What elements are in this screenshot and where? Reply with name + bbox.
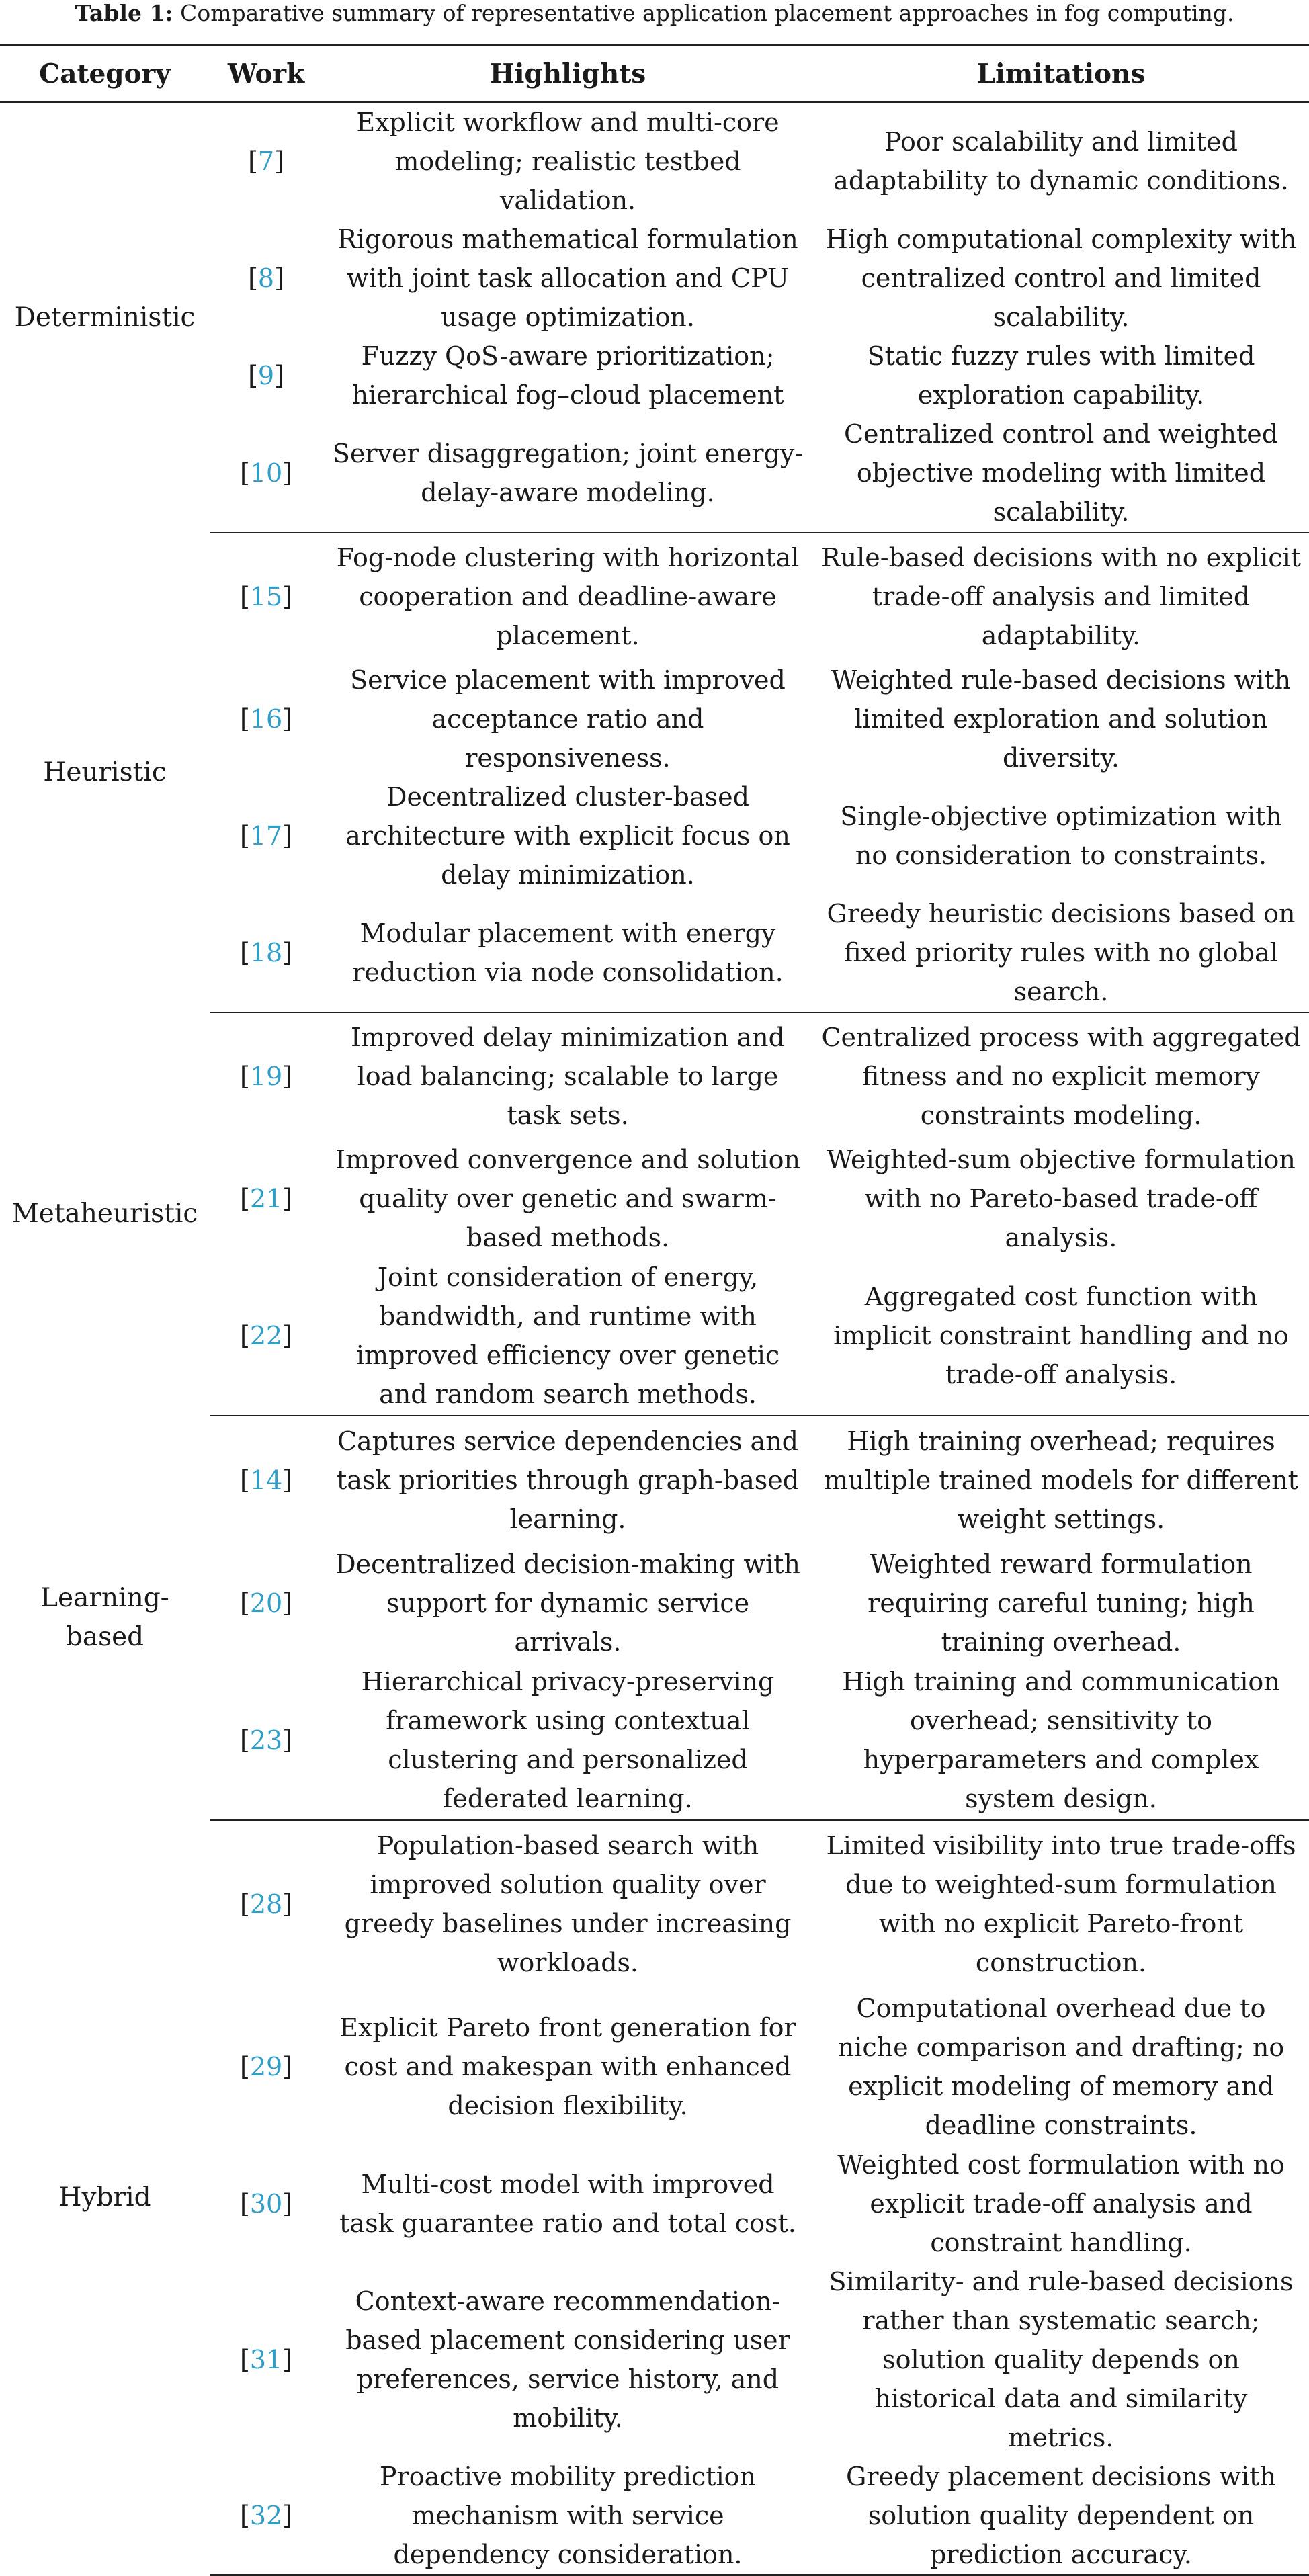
limitations-cell: Weighted reward formulation requiring careful tuning; high training overhead. (868, 1549, 1255, 1657)
work-ref[interactable]: [32] (210, 2457, 323, 2575)
category-cell: Deterministic (14, 302, 196, 333)
highlights-cell: Fog-node clustering with horizontal cooperation and deadline-aware placement. (336, 543, 800, 650)
limitations-cell: Weighted-sum objective formulation with no Pareto-based trade-off analysis. (827, 1144, 1296, 1252)
highlights-cell: Modular placement with energy reduction via node consolidation. (323, 894, 813, 1013)
work-ref[interactable]: [30] (239, 2188, 292, 2219)
work-ref[interactable]: [19] (239, 1062, 292, 1091)
highlights-cell: Multi-cost model with improved task guarantee ratio and total cost. (339, 2169, 796, 2238)
highlights-cell: Proactive mobility prediction mechanism with service dependency consideration. (323, 2457, 813, 2575)
work-ref[interactable]: [16] (239, 703, 292, 734)
work-ref[interactable]: [21] (239, 1183, 292, 1213)
work-ref[interactable]: [10] (210, 415, 323, 533)
work-ref[interactable]: [8] (248, 263, 284, 293)
limitations-cell: Static fuzzy rules with limited exploration capability. (867, 341, 1255, 410)
header-category: Category (0, 46, 210, 102)
summary-table (0, 44, 1309, 2576)
limitations-cell: Centralized process with aggregated fitness and no explicit memory constraints modeling. (821, 1023, 1301, 1130)
highlights-cell: Decentralized decision-making with support for dynamic service arrivals. (335, 1549, 800, 1657)
limitations-cell: Weighted rule-based decisions with limited exploration and solution diversity. (831, 664, 1292, 773)
limitations-cell: Single-objective optimization with no consideration to constraints. (840, 801, 1282, 870)
highlights-cell: Joint consideration of energy, bandwidth, and runtime with improved efficiency over genetic and random search methods. (323, 1257, 813, 1416)
work-ref[interactable]: [14] (239, 1465, 292, 1495)
highlights-cell: Server disaggregation; joint energy-delay-aware modeling. (323, 415, 813, 533)
limitations-cell: High training and communication overhead; sensitivity to hyperparameters and complex system design. (813, 1662, 1309, 1820)
limitations-cell: Aggregated cost function with implicit constraint handling and no trade-off analysis. (813, 1257, 1309, 1416)
work-ref[interactable]: [22] (210, 1257, 323, 1416)
table-row (0, 1416, 1309, 1545)
table-row (0, 102, 1309, 220)
caption-text: Comparative summary of representative application placement approaches in fog computing. (173, 0, 1234, 26)
highlights-cell: Fuzzy QoS-aware prioritization; hierarchical fog–cloud placement (351, 341, 784, 410)
category-cell: Heuristic (43, 757, 167, 787)
highlights-cell: Captures service dependencies and task priorities through graph-based learning. (336, 1426, 800, 1534)
highlights-cell: Hierarchical privacy-preserving framework using contextual clustering and personalized federated learning. (323, 1662, 813, 1820)
highlights-cell: Rigorous mathematical formulation with joint task allocation and CPU usage optimization. (337, 224, 798, 332)
work-ref[interactable]: [17] (239, 820, 292, 851)
work-ref[interactable]: [23] (210, 1662, 323, 1820)
work-ref[interactable]: [9] (248, 360, 284, 390)
work-ref[interactable]: [29] (239, 2051, 292, 2081)
highlights-cell: Improved convergence and solution quality over genetic and swarm-based methods. (335, 1144, 800, 1252)
limitations-cell: Rule-based decisions with no explicit trade-off analysis and limited adaptability. (821, 543, 1301, 650)
highlights-cell: Service placement with improved acceptance ratio and responsiveness. (350, 664, 786, 773)
category-cell: Learning-based (40, 1582, 169, 1652)
limitations-cell: Greedy heuristic decisions based on fixed priority rules with no global search. (813, 894, 1309, 1013)
category-cell: Metaheuristic (11, 1198, 198, 1229)
header-work: Work (210, 46, 323, 102)
work-ref[interactable]: [18] (210, 894, 323, 1013)
header-highlights: Highlights (323, 46, 813, 102)
limitations-cell: Computational overhead due to niche comparison and drafting; no explicit modeling of memory and deadline constraints. (837, 1993, 1285, 2140)
highlights-cell: Context-aware recommendation-based placement considering user preferences, service history, and mobility. (345, 2286, 790, 2433)
work-ref[interactable]: [15] (239, 582, 292, 611)
table-caption (0, 0, 1309, 36)
work-ref[interactable]: [7] (248, 146, 284, 176)
table-row (0, 533, 1309, 660)
work-ref[interactable]: [31] (239, 2344, 292, 2374)
header-limitations: Limitations (813, 46, 1309, 102)
table-row (0, 1820, 1309, 1988)
category-cell: Hybrid (58, 2182, 151, 2213)
highlights-cell: Explicit workflow and multi-core modeling; realistic testbed validation. (356, 107, 779, 215)
highlights-cell: Decentralized cluster-based architecture with explicit focus on delay minimization. (345, 781, 790, 890)
limitations-cell: Similarity- and rule-based decisions rather than systematic search; solution quality depends on historical data and similarity metrics. (829, 2266, 1294, 2452)
caption-label: Table 1: (75, 0, 173, 26)
limitations-cell: High training overhead; requires multiple trained models for different weight settings. (824, 1426, 1298, 1534)
limitations-cell: High computational complexity with centralized control and limited scalability. (825, 224, 1297, 332)
work-ref[interactable]: [28] (239, 1889, 292, 1919)
highlights-cell: Improved delay minimization and load balancing; scalable to large task sets. (351, 1023, 785, 1130)
table-row (0, 1013, 1309, 1140)
highlights-cell: Population-based search with improved solution quality over greedy baselines under increasing workloads. (344, 1831, 792, 1977)
limitations-cell: Weighted cost formulation with no explicit trade-off analysis and constraint handling. (837, 2149, 1285, 2258)
highlights-cell: Explicit Pareto front generation for cost and makespan with enhanced decision flexibility. (339, 2012, 796, 2120)
limitations-cell: Poor scalability and limited adaptability to dynamic conditions. (833, 126, 1289, 196)
limitations-cell: Centralized control and weighted objective modeling with limited scalability. (813, 415, 1309, 533)
limitations-cell: Greedy placement decisions with solution quality dependent on prediction accuracy. (813, 2457, 1309, 2575)
limitations-cell: Limited visibility into true trade-offs due to weighted-sum formulation with no explicit Pareto-front construction. (826, 1831, 1296, 1977)
table-header-row (0, 46, 1309, 102)
work-ref[interactable]: [20] (239, 1588, 292, 1618)
